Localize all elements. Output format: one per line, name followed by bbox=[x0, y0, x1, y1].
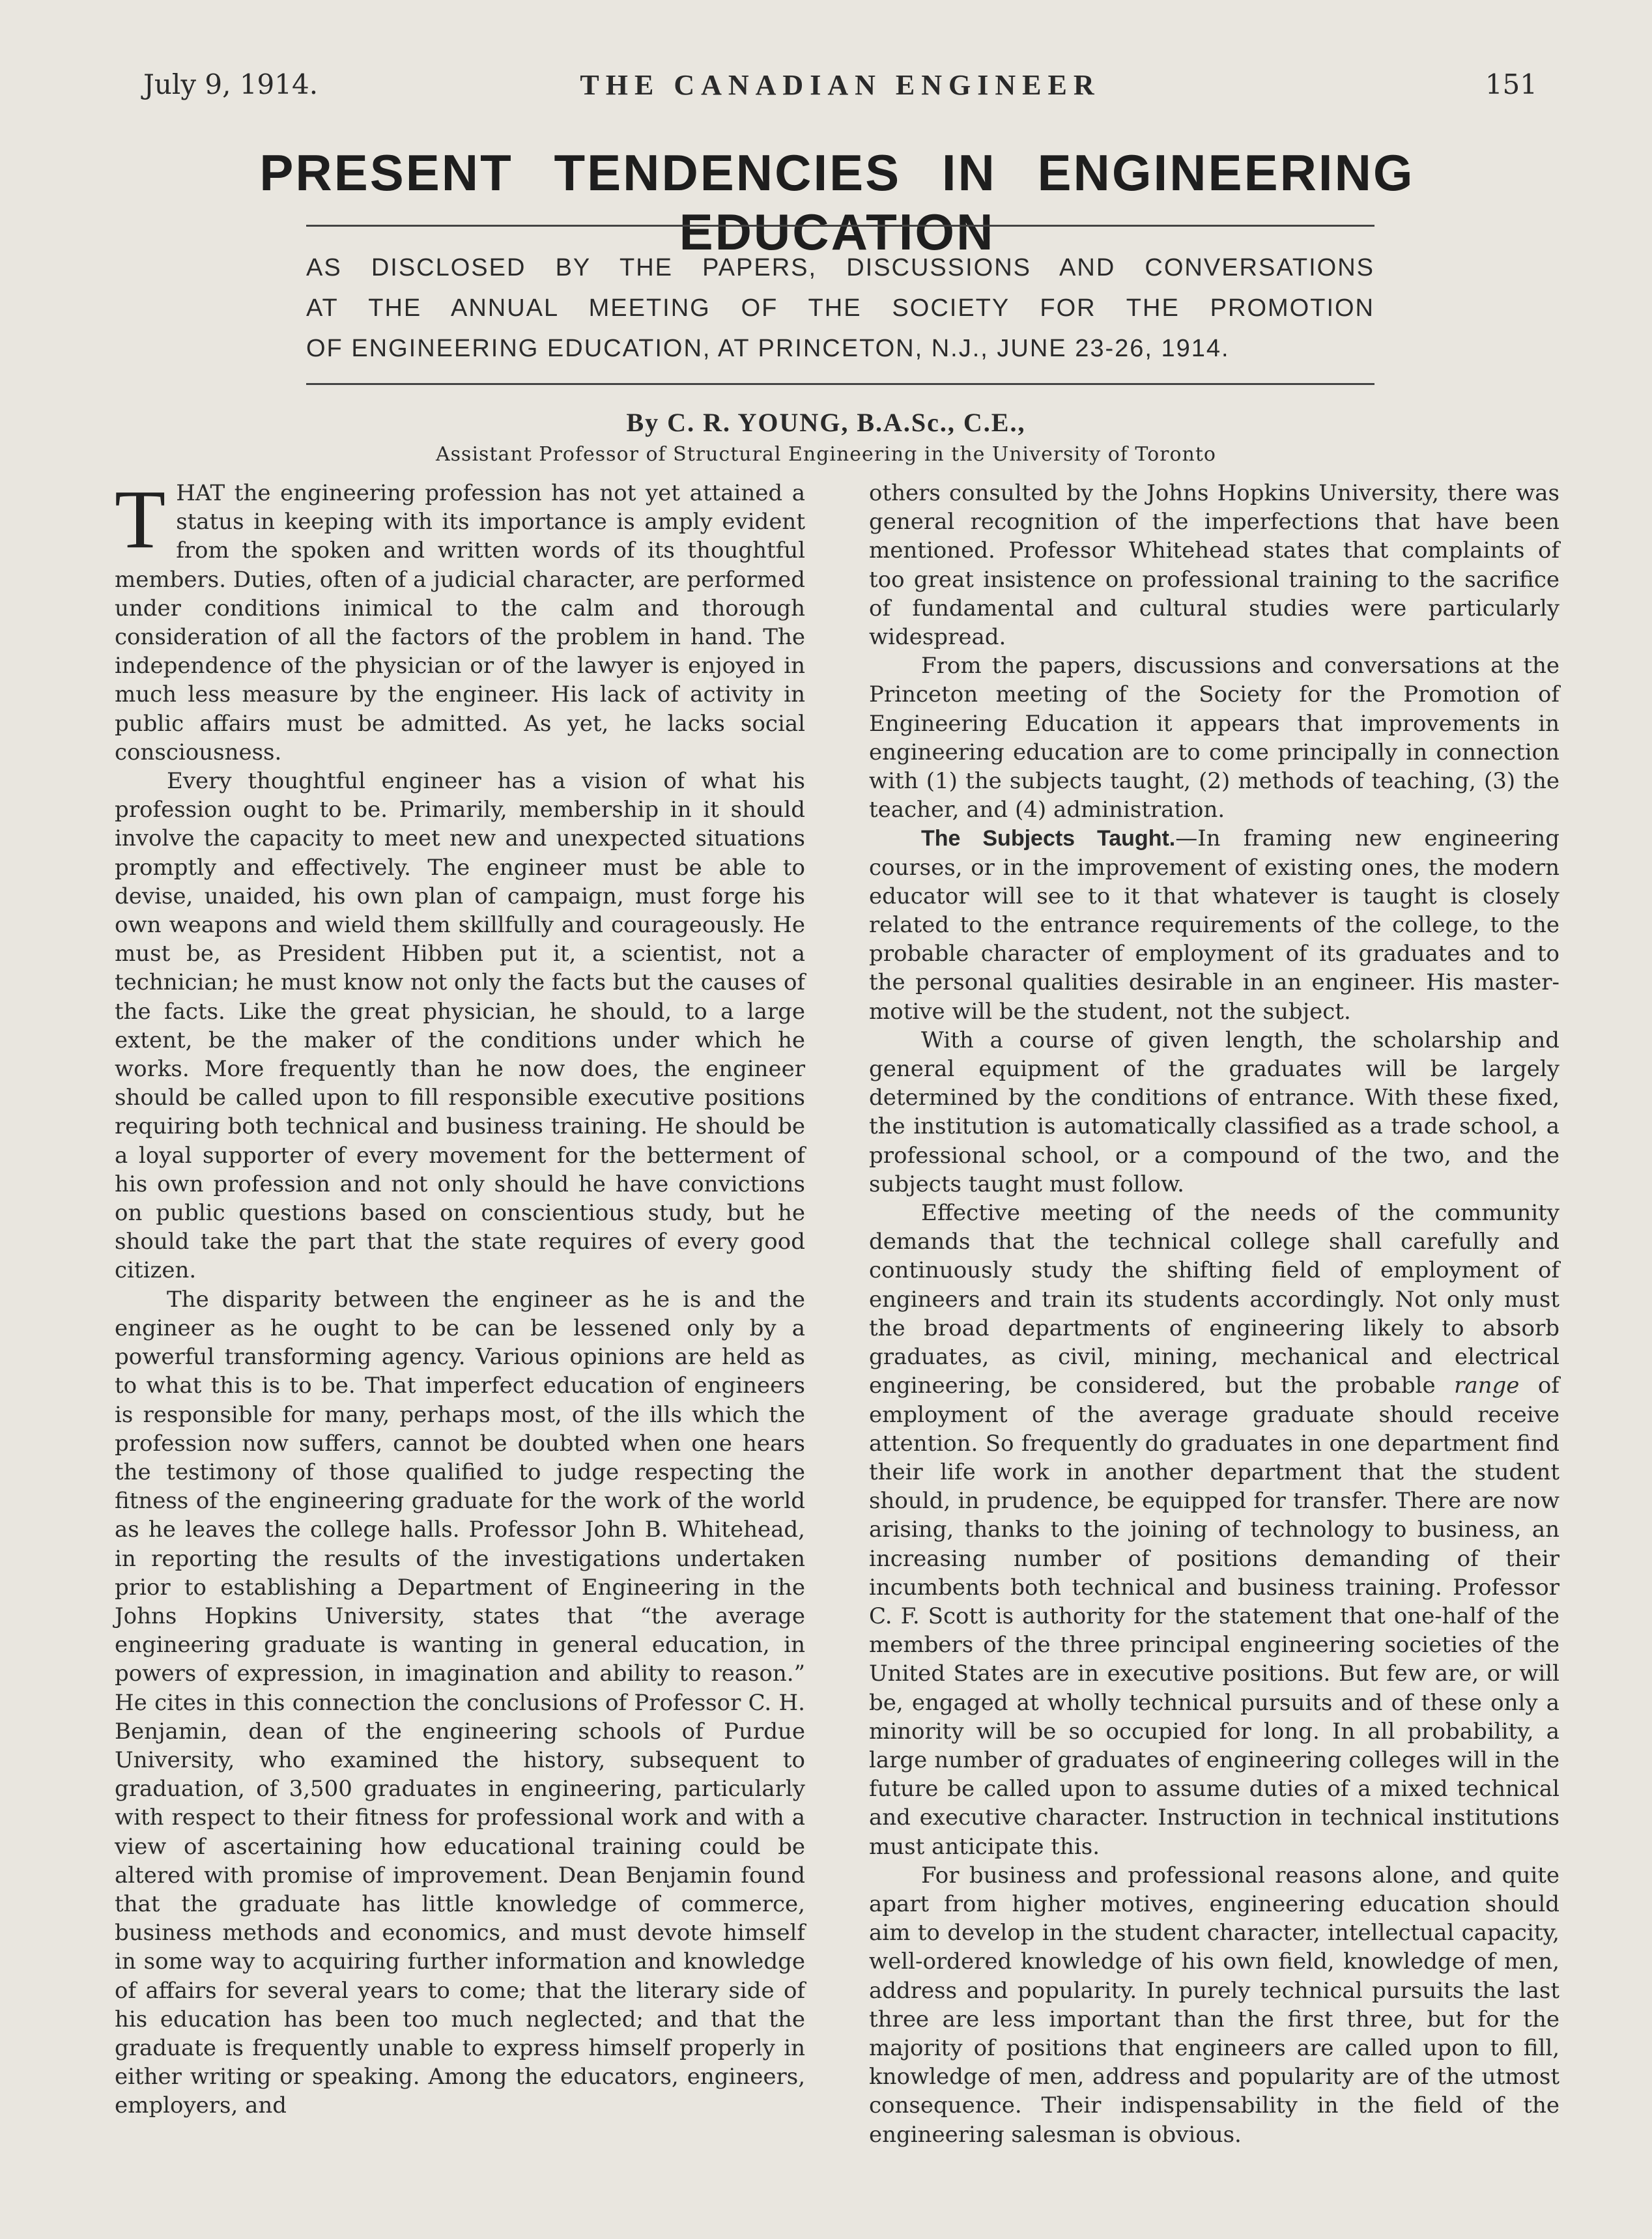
left-column bbox=[115, 473, 805, 2120]
paragraph: For business and professional reasons alone, and quite apart from higher motives, engineering education should aim to develop in the student character, intellectual capacity, well-ordered knowledge of his own field, knowledge of men, address and popularity. In purely technical pursuits the last three are less important than the first three, but for the majority of positions that engineers are called upon to fill, knowledge of men, address and popularity are of the utmost consequence. Their indispensability in the field of the engineering salesman is obvious. bbox=[869, 1862, 1559, 2148]
paragraph-text: HAT the engineering profession has not yet attained a status in keeping with its importance is amply evident from the spoken and written words of its thoughtful members. Duties, often of a judicial character, are performed under conditions inimical to the calm and thorough consideration of all the factors of the problem in hand. The independence of the physician or of the lawyer is enjoyed in much less measure by the engineer. His lack of activity in public affairs must be admitted. As yet, he lacks social consciousness. bbox=[115, 480, 805, 765]
running-head bbox=[143, 68, 1537, 107]
paragraph bbox=[869, 1199, 1559, 1861]
paragraph: The disparity between the engineer as he is and the engineer as he ought to be can be lessened only by a powerful transforming agency. Various opinions are held as to what this is to be. That imperfect education of engineers is responsible for many, perhaps most, of the ills which the profession now suffers, cannot be doubted when one hears the testimony of those qualified to judge respecting the fitness of the engineering graduate for the work of the world as he leaves the college halls. Professor John B. Whitehead, in reporting the results of the investigations undertaken prior to establishing a Department of Engineering in the Johns Hopkins University, states that “the average engineering graduate is wanting in general education, in powers of expression, in imagination and ability to reason.” He cites in this connection the conclusions of Professor C. H. Benjamin, dean of the engineering schools of Purdue University, who examined the history, subsequent to graduation, of 3,500 graduates in engineering, particularly with respect to their fitness for professional work and with a view of ascertaining how educational training could be altered with promise of improvement. Dean Benjamin found that the graduate has little knowledge of commerce, business methods and economics, and must devote himself in some way to acquiring further information and knowledge of affairs for several years to come; that the literary side of his education has been too much neglected; and that the graduate is frequently unable to express himself properly in either writing or speaking. Among the educators, engineers, employers, and bbox=[115, 1286, 805, 2119]
drop-cap: T bbox=[115, 473, 166, 565]
title-rule bbox=[306, 225, 1374, 227]
paragraph-text: Effective meeting of the needs of the community demands that the technical college shall carefully and continuously study the shifting field of employment of engineers and train its students accordingly. Not only must the broad departments of engineering likely to absorb graduates, as civil, mining, mechanical and electrical engineering, be considered, but the probable bbox=[869, 1200, 1559, 1399]
subtitle-line: AS DISCLOSED BY THE PAPERS, DISCUSSIONS AND CONVERSATIONS bbox=[306, 254, 1374, 281]
section-heading: The Subjects Taught. bbox=[921, 826, 1176, 851]
author-affiliation: Assistant Professor of Structural Engineering in the University of Toronto bbox=[435, 443, 1216, 466]
paragraph: From the papers, discussions and conversations at the Princeton meeting of the Society for the Promotion of Engineering Education it appears that improvements in engineering education are to come principally in connection with (1) the subjects taught, (2) methods of teaching, (3) the teacher, and (4) administration. bbox=[869, 653, 1559, 823]
subtitle-rule bbox=[306, 383, 1374, 385]
issue-date: July 9, 1914. bbox=[143, 68, 319, 100]
paragraph bbox=[869, 824, 1559, 1025]
emphasis-text: range bbox=[1454, 1373, 1520, 1399]
right-column bbox=[869, 479, 1559, 2149]
article-title: PRESENT TENDENCIES IN ENGINEERING EDUCATION bbox=[259, 144, 1415, 261]
page-number: 151 bbox=[1485, 68, 1537, 100]
paragraph-text: of employment of the average graduate should receive attention. So frequently do graduates in one department find their life work in another department that the student should, in prudence, be equipped for transfer. There are now arising, thanks to the joining of technology to business, an increasing number of positions demanding of their incumbents both technical and business training. Professor C. F. Scott is authority for the statement that one-half of the members of the three principal engineering societies of the United States are in executive positions. But few are, or will be, engaged at wholly technical pursuits and of these only a minority will be so occupied for long. In all probability, a large number of graduates of engineering colleges will in the future be called upon to assume duties of a mixed technical and executive character. Instruction in technical institutions must anticipate this. bbox=[869, 1373, 1559, 1860]
paragraph bbox=[115, 473, 805, 767]
subtitle-line: AT THE ANNUAL MEETING OF THE SOCIETY FOR THE PROMOTION bbox=[306, 294, 1374, 322]
article-subtitle bbox=[306, 248, 1374, 369]
paragraph: Every thoughtful engineer has a vision of what his profession ought to be. Primarily, membership in it should involve the capacity to meet new and unexpected situations promptly and effectively. The engineer must be able to devise, unaided, his own plan of campaign, must forge his own weapons and wield them skillfully and courageously. He must be, as President Hibben put it, a scientist, not a technician; he must know not only the facts but the causes of the facts. Like the great physician, he should, to a large extent, be the maker of the conditions under which he works. More frequently than he now does, the engineer should be called upon to fill responsible executive positions requiring both technical and business training. He should be a loyal supporter of every movement for the betterment of his own profession and not only should he have convictions on public questions based on conscientious study, but he should take the part that the state requires of every good citizen. bbox=[115, 768, 805, 1284]
author-byline: By C. R. YOUNG, B.A.Sc., C.E., bbox=[626, 408, 1026, 437]
paragraph-text: —In framing new engineering courses, or in the improvement of existing ones, the modern educator will see to it that whatever is taught is closely related to the entrance requirements of the college, to the probable character of employment of its graduates and to the personal qualities desirable in an engineer. His master-motive will be the student, not the subject. bbox=[869, 825, 1560, 1025]
journal-name: THE CANADIAN ENGINEER bbox=[580, 69, 1101, 101]
paragraph: With a course of given length, the scholarship and general equipment of the graduates will be largely determined by the conditions of entrance. With these fixed, the institution is automatically classified as a trade school, a professional school, or a compound of the two, and the subjects taught must follow. bbox=[869, 1027, 1559, 1197]
subtitle-line: OF ENGINEERING EDUCATION, AT PRINCETON, N.J., JUNE 23-26, 1914. bbox=[306, 335, 1230, 362]
paragraph: others consulted by the Johns Hopkins University, there was general recognition of the imperfections that have been mentioned. Professor Whitehead states that complaints of too great insistence on professional training to the sacrifice of fundamental and cultural studies were particularly widespread. bbox=[869, 480, 1559, 651]
